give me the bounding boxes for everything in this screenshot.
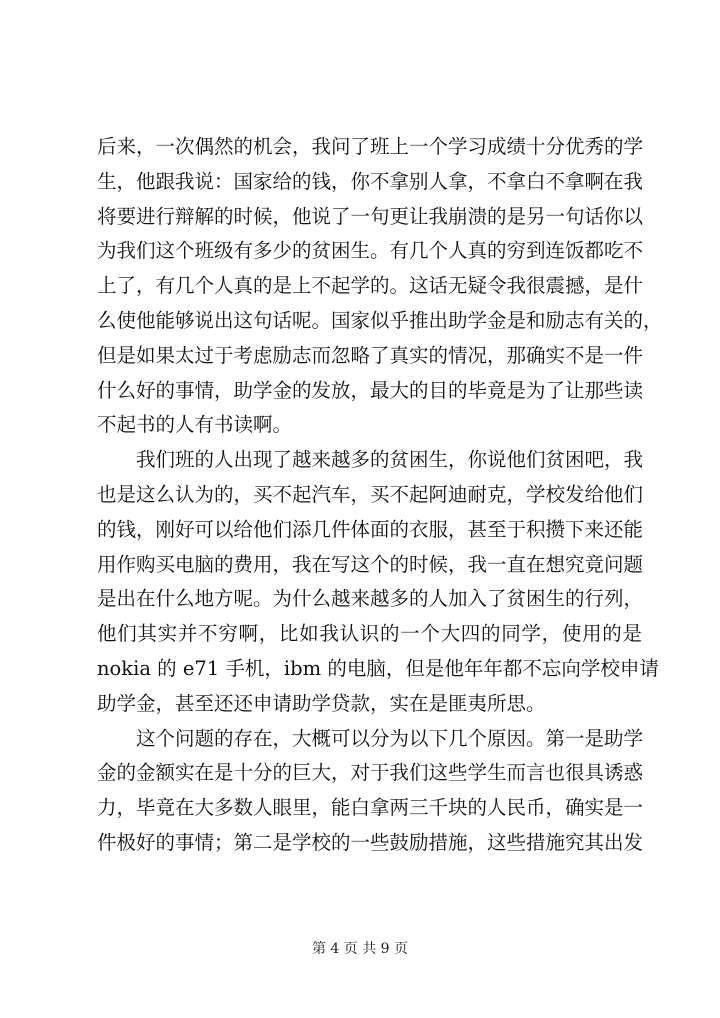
- paragraph: [97, 443, 659, 721]
- text-line: 用作购买电脑的费用，我在写这个的时候，我一直在想究竟问题: [97, 552, 644, 576]
- text-line: 什么好的事情，助学金的发放，最大的目的毕竟是为了让那些读: [97, 378, 644, 402]
- text-line: 么使他能够说出这句话呢。国家似乎推出助学金是和励志有关的，: [97, 308, 663, 332]
- text-line: 金的金额实在是十分的巨大，对于我们这些学生而言也很具诱惑: [97, 761, 644, 785]
- text-line: 为我们这个班级有多少的贫困生。有几个人真的穷到连饭都吃不: [97, 239, 644, 263]
- text-line: 不起书的人有书读啊。: [97, 413, 293, 437]
- paragraph: [97, 722, 642, 861]
- paragraph: [97, 130, 663, 443]
- text-line: 这个问题的存在，大概可以分为以下几个原因。第一是助学: [136, 726, 644, 750]
- text-line: 力，毕竟在大多数人眼里，能白拿两三千块的人民币，确实是一: [97, 796, 644, 820]
- document-body: [97, 130, 663, 861]
- text-line: 是出在什么地方呢。为什么越来越多的人加入了贫困生的行列，: [97, 587, 644, 611]
- text-line: 助学金，甚至还还申请助学贷款，实在是匪夷所思。: [97, 691, 546, 715]
- text-line: 我们班的人出现了越来越多的贫困生，你说他们贫困吧，我: [136, 448, 644, 472]
- text-line: 他们其实并不穷啊，比如我认识的一个大四的同学，使用的是: [97, 622, 642, 646]
- text-line: 但是如果太过于考虑励志而忽略了真实的情况，那确实不是一件: [97, 343, 644, 367]
- text-line: 也是这么认为的，买不起汽车，买不起阿迪耐克，学校发给他们: [97, 482, 644, 506]
- text-line: 将要进行辩解的时候，他说了一句更让我崩溃的是另一句话你以: [97, 204, 644, 228]
- page-number-footer: 第 4 页 共 9 页: [311, 941, 409, 957]
- text-line: nokia 的 e71 手机，ibm 的电脑，但是他年年都不忘向学校申请: [97, 656, 659, 680]
- text-line: 件极好的事情；第二是学校的一些鼓励措施，这些措施究其出发: [97, 830, 644, 854]
- paragraph-container: [97, 130, 663, 861]
- text-line: 的钱，刚好可以给他们添几件体面的衣服，甚至于积攒下来还能: [97, 517, 644, 541]
- text-line: 上了，有几个人真的是上不起学的。这话无疑令我很震撼，是什: [97, 274, 644, 298]
- text-line: 后来，一次偶然的机会，我问了班上一个学习成绩十分优秀的学: [97, 135, 644, 158]
- text-line: 生，他跟我说：国家给的钱，你不拿别人拿，不拿白不拿啊在我: [97, 169, 644, 193]
